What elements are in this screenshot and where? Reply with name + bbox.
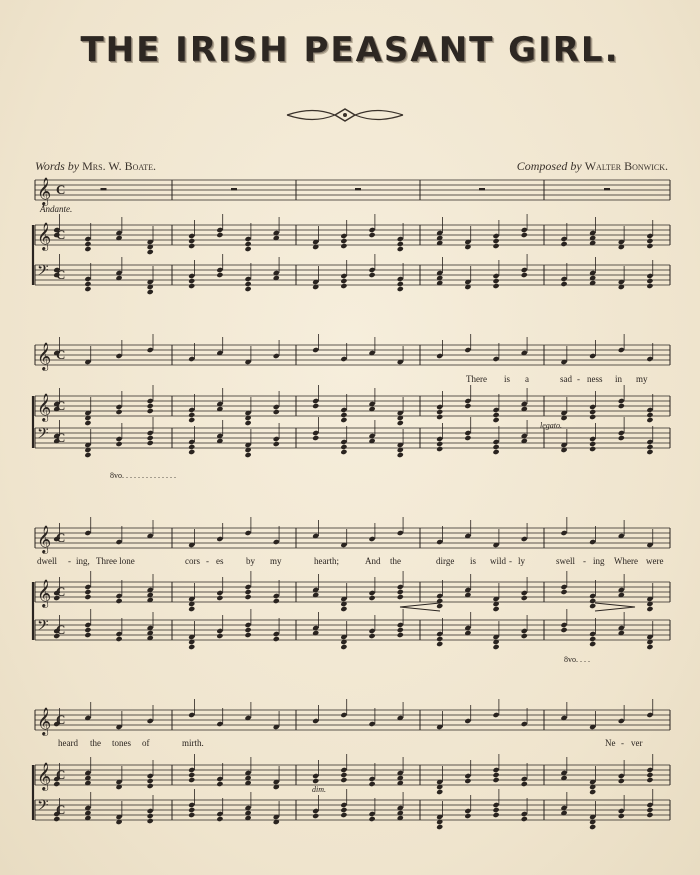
legato-mark: legato. xyxy=(540,421,562,430)
notehead xyxy=(84,281,91,287)
notehead xyxy=(397,246,404,252)
notehead xyxy=(493,417,500,423)
notehead xyxy=(273,636,280,642)
notehead xyxy=(340,644,347,650)
notehead xyxy=(397,627,404,633)
notehead xyxy=(147,289,154,295)
lyric: the xyxy=(390,556,401,566)
notehead xyxy=(188,238,195,244)
notehead xyxy=(188,283,195,289)
notehead xyxy=(216,232,223,238)
lyric: were xyxy=(646,556,664,566)
notehead xyxy=(115,441,122,447)
common-time-icon: C xyxy=(56,712,66,727)
common-time-icon: C xyxy=(56,584,66,599)
notehead xyxy=(464,403,471,409)
lyric: my xyxy=(636,374,648,384)
notehead xyxy=(646,444,653,450)
lyric: the xyxy=(90,738,101,748)
notehead xyxy=(589,603,596,609)
common-time-icon: C xyxy=(56,227,66,242)
notehead xyxy=(493,283,500,289)
notehead xyxy=(188,412,195,418)
notehead xyxy=(464,778,471,784)
treble-clef-icon: 𝄞 xyxy=(37,579,52,607)
notehead xyxy=(312,435,319,441)
notehead xyxy=(646,412,653,418)
dim-mark: dim. xyxy=(312,785,326,794)
lyric: ly xyxy=(518,556,526,566)
treble-clef-icon: 𝄞 xyxy=(37,222,52,250)
octave-mark: 8vo. . . . . . . . . . . . . . xyxy=(110,471,176,480)
treble-clef-icon: 𝄞 xyxy=(37,342,52,370)
notehead xyxy=(340,772,347,778)
notehead xyxy=(245,627,252,633)
notehead xyxy=(493,243,500,249)
notehead xyxy=(560,241,567,247)
notehead xyxy=(397,452,404,458)
notehead xyxy=(188,777,195,783)
treble-clef-icon: 𝄞 xyxy=(37,707,52,735)
notehead xyxy=(436,636,443,642)
lyric: wild xyxy=(490,556,507,566)
notehead xyxy=(436,446,443,452)
lyric: Three lone xyxy=(96,556,135,566)
notehead xyxy=(147,783,154,789)
treble-clef-icon: 𝄞 xyxy=(37,393,52,421)
notehead xyxy=(646,283,653,289)
lyric: ness xyxy=(587,374,603,384)
common-time-icon: C xyxy=(56,398,66,413)
notehead xyxy=(521,595,528,601)
notehead xyxy=(493,278,500,284)
notehead xyxy=(188,807,195,813)
lyric: dwell xyxy=(37,556,57,566)
notehead xyxy=(369,781,376,787)
notehead xyxy=(521,816,528,822)
notehead xyxy=(188,812,195,818)
octave-mark: 8vo. . . . xyxy=(564,655,590,664)
notehead xyxy=(646,606,653,612)
lyric: heard xyxy=(58,738,78,748)
notehead xyxy=(436,414,443,420)
notehead xyxy=(115,409,122,415)
notehead xyxy=(436,441,443,447)
lyric: es xyxy=(216,556,224,566)
notehead xyxy=(245,589,252,595)
notehead xyxy=(589,824,596,830)
notehead xyxy=(646,807,653,813)
notehead xyxy=(245,286,252,292)
notehead xyxy=(493,644,500,650)
lyric: by xyxy=(246,556,255,566)
notehead xyxy=(397,241,404,247)
lyric: swell xyxy=(556,556,575,566)
rest-mark xyxy=(479,188,485,191)
notehead xyxy=(147,440,154,446)
notehead xyxy=(646,238,653,244)
treble-clef-icon: 𝄞 xyxy=(37,762,52,790)
notehead xyxy=(589,414,596,420)
notehead xyxy=(618,813,625,819)
lyric: - xyxy=(577,374,580,384)
notehead xyxy=(188,444,195,450)
notehead xyxy=(245,594,252,600)
notehead xyxy=(589,789,596,795)
notehead xyxy=(464,813,471,819)
notehead xyxy=(493,772,500,778)
notehead xyxy=(589,641,596,647)
notehead xyxy=(340,243,347,249)
notehead xyxy=(618,403,625,409)
lyric: - xyxy=(583,556,586,566)
lyric: hearth; xyxy=(314,556,339,566)
notehead xyxy=(436,603,443,609)
notehead xyxy=(245,420,252,426)
lyric: - xyxy=(621,738,624,748)
notehead xyxy=(493,807,500,813)
lyric: my xyxy=(270,556,282,566)
notehead xyxy=(560,281,567,287)
notehead xyxy=(369,633,376,639)
lyric: cors xyxy=(185,556,200,566)
common-time-icon: C xyxy=(56,182,66,197)
notehead xyxy=(646,417,653,423)
lyric: And xyxy=(365,556,381,566)
notehead xyxy=(646,449,653,455)
notehead xyxy=(312,778,319,784)
notehead xyxy=(436,789,443,795)
notehead xyxy=(589,446,596,452)
lyric: There xyxy=(466,374,487,384)
notehead xyxy=(340,278,347,284)
notehead xyxy=(521,633,528,639)
lyric: - xyxy=(68,556,71,566)
notehead xyxy=(188,644,195,650)
song-title: THE IRISH PEASANT GIRL. xyxy=(80,30,620,70)
notehead xyxy=(147,435,154,441)
notehead xyxy=(84,241,91,247)
lyric: dirge xyxy=(436,556,455,566)
common-time-icon: C xyxy=(56,767,66,782)
notehead xyxy=(589,441,596,447)
notehead xyxy=(340,807,347,813)
notehead xyxy=(493,777,500,783)
notehead xyxy=(115,598,122,604)
common-time-icon: C xyxy=(56,530,66,545)
notehead xyxy=(84,589,91,595)
notehead xyxy=(589,636,596,642)
notehead xyxy=(493,444,500,450)
notehead xyxy=(245,632,252,638)
treble-clef-icon: 𝄞 xyxy=(37,177,52,205)
notehead xyxy=(369,816,376,822)
lyric: - xyxy=(206,556,209,566)
decrescendo-hairpin xyxy=(595,603,635,611)
treble-clef-icon: 𝄞 xyxy=(37,525,52,553)
notehead xyxy=(84,246,91,252)
notehead xyxy=(188,449,195,455)
notehead xyxy=(188,278,195,284)
notehead xyxy=(273,409,280,415)
notehead xyxy=(273,598,280,604)
tempo-marking: Andante. xyxy=(40,204,73,214)
lyric: a xyxy=(525,374,529,384)
lyric: Ne xyxy=(605,738,616,748)
notehead xyxy=(493,812,500,818)
bass-clef-icon: 𝄢 xyxy=(37,617,49,638)
notehead xyxy=(84,594,91,600)
composer-prefix: Composed by xyxy=(516,159,582,173)
notehead xyxy=(369,232,376,238)
crescendo-hairpin xyxy=(400,603,440,611)
notehead xyxy=(84,452,91,458)
notehead xyxy=(245,452,252,458)
notehead xyxy=(397,420,404,426)
notehead xyxy=(188,243,195,249)
notehead xyxy=(147,403,154,409)
notehead xyxy=(436,409,443,415)
notehead xyxy=(84,632,91,638)
notehead xyxy=(147,408,154,414)
notehead xyxy=(340,283,347,289)
notehead xyxy=(436,824,443,830)
lyric: in xyxy=(615,374,623,384)
notehead xyxy=(340,606,347,612)
notehead xyxy=(340,412,347,418)
notehead xyxy=(397,281,404,287)
notehead xyxy=(273,441,280,447)
notehead xyxy=(493,449,500,455)
notehead xyxy=(521,781,528,787)
notehead xyxy=(340,812,347,818)
notehead xyxy=(147,249,154,255)
notehead xyxy=(312,403,319,409)
lyric: tones xyxy=(112,738,131,748)
notehead xyxy=(521,272,528,278)
lyric: ing, xyxy=(76,556,90,566)
notehead xyxy=(245,281,252,287)
notehead xyxy=(188,772,195,778)
notehead xyxy=(646,278,653,284)
notehead xyxy=(493,412,500,418)
notehead xyxy=(84,627,91,633)
notehead xyxy=(84,286,91,292)
notehead xyxy=(493,606,500,612)
notehead xyxy=(84,420,91,426)
notehead xyxy=(188,417,195,423)
common-time-icon: C xyxy=(56,430,66,445)
notehead xyxy=(560,589,567,595)
composer-name: Walter Bonwick. xyxy=(584,159,668,173)
notehead xyxy=(493,238,500,244)
notehead xyxy=(340,417,347,423)
notehead xyxy=(618,435,625,441)
lyric: sad xyxy=(560,374,572,384)
notehead xyxy=(646,777,653,783)
notehead xyxy=(340,449,347,455)
common-time-icon: C xyxy=(56,622,66,637)
notehead xyxy=(589,409,596,415)
notehead xyxy=(147,818,154,824)
bass-clef-icon: 𝄢 xyxy=(37,425,49,446)
notehead xyxy=(646,812,653,818)
notehead xyxy=(646,644,653,650)
notehead xyxy=(369,595,376,601)
notehead xyxy=(312,813,319,819)
lyricist-prefix: Words by xyxy=(35,159,80,173)
notehead xyxy=(245,241,252,247)
rest-mark xyxy=(101,188,107,191)
notehead xyxy=(521,232,528,238)
lyricist-name: Mrs. W. Boate. xyxy=(82,159,157,173)
rest-mark xyxy=(231,188,237,191)
notehead xyxy=(646,772,653,778)
common-time-icon: C xyxy=(56,347,66,362)
notehead xyxy=(464,435,471,441)
bass-clef-icon: 𝄢 xyxy=(37,262,49,283)
lyric: ing xyxy=(593,556,605,566)
notehead xyxy=(216,595,223,601)
lyric: ver xyxy=(631,738,643,748)
notehead xyxy=(147,813,154,819)
notehead xyxy=(618,778,625,784)
lyric: is xyxy=(504,374,511,384)
bass-clef-icon: 𝄢 xyxy=(37,797,49,818)
notehead xyxy=(560,627,567,633)
common-time-icon: C xyxy=(56,802,66,817)
notehead xyxy=(436,641,443,647)
notehead xyxy=(188,606,195,612)
notehead xyxy=(216,781,223,787)
notehead xyxy=(397,589,404,595)
lyric: Where xyxy=(614,556,638,566)
notehead xyxy=(147,778,154,784)
notehead xyxy=(216,633,223,639)
notehead xyxy=(340,444,347,450)
notehead xyxy=(245,246,252,252)
rest-mark xyxy=(604,188,610,191)
notehead xyxy=(369,272,376,278)
notehead xyxy=(340,777,347,783)
lyric: - xyxy=(509,556,512,566)
lyric: of xyxy=(142,738,150,748)
notehead xyxy=(340,238,347,244)
common-time-icon: C xyxy=(56,267,66,282)
notehead xyxy=(397,286,404,292)
notehead xyxy=(397,632,404,638)
rest-mark xyxy=(355,188,361,191)
lyric: is xyxy=(470,556,477,566)
notehead xyxy=(216,272,223,278)
notehead xyxy=(397,594,404,600)
notehead xyxy=(216,816,223,822)
lyric: mirth. xyxy=(182,738,204,748)
notehead xyxy=(115,636,122,642)
notehead xyxy=(646,243,653,249)
